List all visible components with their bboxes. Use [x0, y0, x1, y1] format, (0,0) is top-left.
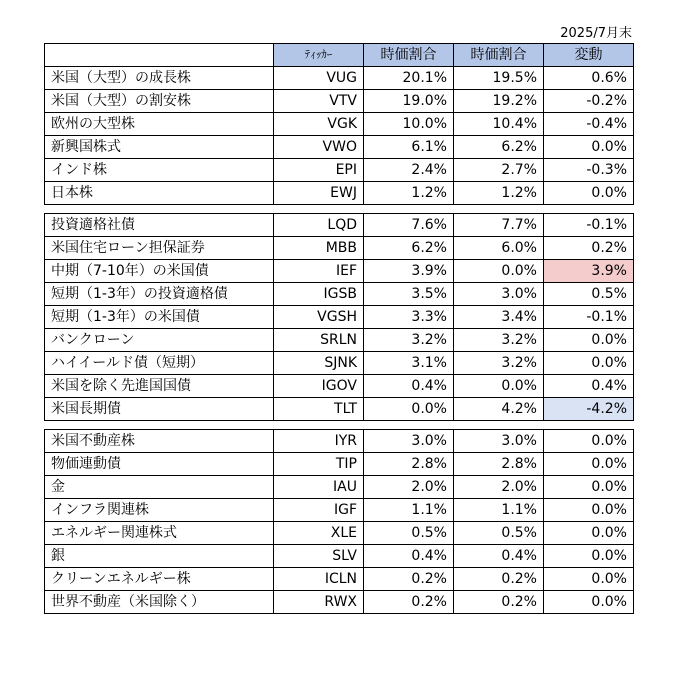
- weight-a-cell: 0.5%: [364, 522, 454, 545]
- asset-name-cell: 短期（1-3年）の米国債: [45, 306, 274, 329]
- ticker-cell: VGK: [274, 113, 364, 136]
- group-spacer: [45, 421, 634, 430]
- change-cell: 0.0%: [544, 522, 634, 545]
- weight-a-cell: 3.0%: [364, 430, 454, 453]
- weight-b-cell: 0.4%: [454, 545, 544, 568]
- asset-name-cell: ハイイールド債（短期）: [45, 352, 274, 375]
- table-row: [45, 182, 634, 205]
- weight-b-cell: 3.0%: [454, 430, 544, 453]
- weight-a-cell: 0.4%: [364, 545, 454, 568]
- table-row: [45, 522, 634, 545]
- weight-b-cell: 3.4%: [454, 306, 544, 329]
- header-change: 変動: [544, 44, 634, 67]
- allocation-table: [44, 43, 634, 614]
- weight-a-cell: 2.4%: [364, 159, 454, 182]
- weight-a-cell: 3.1%: [364, 352, 454, 375]
- table-row: [45, 90, 634, 113]
- weight-b-cell: 1.2%: [454, 182, 544, 205]
- header-row: [45, 44, 634, 67]
- table-row: [45, 499, 634, 522]
- table-row: [45, 214, 634, 237]
- asset-name-cell: 米国長期債: [45, 398, 274, 421]
- weight-a-cell: 7.6%: [364, 214, 454, 237]
- asset-name-cell: インフラ関連株: [45, 499, 274, 522]
- weight-a-cell: 2.8%: [364, 453, 454, 476]
- table-body: [45, 67, 634, 614]
- weight-a-cell: 6.2%: [364, 237, 454, 260]
- weight-b-cell: 6.0%: [454, 237, 544, 260]
- asset-name-cell: 物価連動債: [45, 453, 274, 476]
- weight-a-cell: 0.2%: [364, 568, 454, 591]
- ticker-cell: VUG: [274, 67, 364, 90]
- asset-name-cell: クリーンエネルギー株: [45, 568, 274, 591]
- asset-name-cell: 米国住宅ローン担保証券: [45, 237, 274, 260]
- report-date: 2025/7月末: [560, 26, 632, 41]
- weight-b-cell: 7.7%: [454, 214, 544, 237]
- table-row: [45, 159, 634, 182]
- asset-name-cell: 米国（大型）の割安株: [45, 90, 274, 113]
- asset-name-cell: 米国を除く先進国国債: [45, 375, 274, 398]
- ticker-cell: IGOV: [274, 375, 364, 398]
- table-row: [45, 306, 634, 329]
- weight-b-cell: 19.2%: [454, 90, 544, 113]
- asset-name-cell: 中期（7-10年）の米国債: [45, 260, 274, 283]
- asset-name-cell: 銀: [45, 545, 274, 568]
- weight-a-cell: 19.0%: [364, 90, 454, 113]
- weight-a-cell: 10.0%: [364, 113, 454, 136]
- weight-a-cell: 0.2%: [364, 591, 454, 614]
- change-cell: 0.0%: [544, 453, 634, 476]
- group-spacer: [45, 205, 634, 214]
- change-cell: 0.4%: [544, 375, 634, 398]
- weight-a-cell: 20.1%: [364, 67, 454, 90]
- table-row: [45, 283, 634, 306]
- change-cell: -0.4%: [544, 113, 634, 136]
- ticker-cell: IYR: [274, 430, 364, 453]
- change-cell: 0.0%: [544, 430, 634, 453]
- asset-name-cell: 金: [45, 476, 274, 499]
- table-row: [45, 476, 634, 499]
- weight-b-cell: 0.2%: [454, 591, 544, 614]
- table-row: [45, 260, 634, 283]
- ticker-cell: SRLN: [274, 329, 364, 352]
- asset-name-cell: 米国（大型）の成長株: [45, 67, 274, 90]
- asset-name-cell: 短期（1-3年）の投資適格債: [45, 283, 274, 306]
- change-cell: 0.2%: [544, 237, 634, 260]
- weight-a-cell: 3.3%: [364, 306, 454, 329]
- weight-a-cell: 3.9%: [364, 260, 454, 283]
- change-cell: -0.3%: [544, 159, 634, 182]
- ticker-cell: ICLN: [274, 568, 364, 591]
- ticker-cell: EWJ: [274, 182, 364, 205]
- table-row: [45, 113, 634, 136]
- asset-name-cell: 世界不動産（米国除く）: [45, 591, 274, 614]
- weight-a-cell: 0.0%: [364, 398, 454, 421]
- change-cell: 0.0%: [544, 136, 634, 159]
- weight-b-cell: 10.4%: [454, 113, 544, 136]
- table-row: [45, 237, 634, 260]
- ticker-cell: VTV: [274, 90, 364, 113]
- table-row: [45, 136, 634, 159]
- change-cell: -0.1%: [544, 306, 634, 329]
- group-spacer-cell: [45, 205, 634, 214]
- ticker-cell: MBB: [274, 237, 364, 260]
- table-row: [45, 352, 634, 375]
- change-cell: 0.0%: [544, 182, 634, 205]
- weight-b-cell: 0.0%: [454, 260, 544, 283]
- group-spacer-cell: [45, 421, 634, 430]
- ticker-cell: IGF: [274, 499, 364, 522]
- asset-name-cell: 投資適格社債: [45, 214, 274, 237]
- weight-a-cell: 3.2%: [364, 329, 454, 352]
- weight-b-cell: 3.2%: [454, 329, 544, 352]
- table-row: [45, 545, 634, 568]
- ticker-cell: RWX: [274, 591, 364, 614]
- weight-a-cell: 2.0%: [364, 476, 454, 499]
- weight-b-cell: 4.2%: [454, 398, 544, 421]
- weight-b-cell: 1.1%: [454, 499, 544, 522]
- asset-name-cell: 新興国株式: [45, 136, 274, 159]
- change-cell: -4.2%: [544, 398, 634, 421]
- ticker-cell: XLE: [274, 522, 364, 545]
- ticker-cell: IGSB: [274, 283, 364, 306]
- weight-a-cell: 6.1%: [364, 136, 454, 159]
- header-name: [45, 44, 274, 67]
- weight-b-cell: 2.0%: [454, 476, 544, 499]
- asset-name-cell: バンクローン: [45, 329, 274, 352]
- asset-name-cell: エネルギー関連株式: [45, 522, 274, 545]
- ticker-cell: SJNK: [274, 352, 364, 375]
- weight-a-cell: 0.4%: [364, 375, 454, 398]
- weight-b-cell: 2.7%: [454, 159, 544, 182]
- asset-name-cell: インド株: [45, 159, 274, 182]
- ticker-cell: VGSH: [274, 306, 364, 329]
- weight-b-cell: 3.0%: [454, 283, 544, 306]
- table-row: [45, 591, 634, 614]
- ticker-cell: IEF: [274, 260, 364, 283]
- weight-b-cell: 0.5%: [454, 522, 544, 545]
- ticker-cell: VWO: [274, 136, 364, 159]
- weight-b-cell: 0.2%: [454, 568, 544, 591]
- table-row: [45, 329, 634, 352]
- table-row: [45, 67, 634, 90]
- change-cell: 0.0%: [544, 499, 634, 522]
- change-cell: 0.0%: [544, 591, 634, 614]
- table-row: [45, 398, 634, 421]
- asset-name-cell: 日本株: [45, 182, 274, 205]
- change-cell: 0.0%: [544, 352, 634, 375]
- change-cell: 0.0%: [544, 568, 634, 591]
- change-cell: 0.6%: [544, 67, 634, 90]
- table-row: [45, 453, 634, 476]
- ticker-cell: LQD: [274, 214, 364, 237]
- change-cell: -0.1%: [544, 214, 634, 237]
- asset-name-cell: 米国不動産株: [45, 430, 274, 453]
- header-weight-b: 時価割合: [454, 44, 544, 67]
- change-cell: 0.0%: [544, 545, 634, 568]
- change-cell: 3.9%: [544, 260, 634, 283]
- table-row: [45, 568, 634, 591]
- ticker-cell: TIP: [274, 453, 364, 476]
- weight-b-cell: 3.2%: [454, 352, 544, 375]
- table-row: [45, 375, 634, 398]
- ticker-cell: SLV: [274, 545, 364, 568]
- table-row: [45, 430, 634, 453]
- change-cell: 0.5%: [544, 283, 634, 306]
- weight-a-cell: 1.1%: [364, 499, 454, 522]
- weight-b-cell: 6.2%: [454, 136, 544, 159]
- header-ticker: ﾃｨｯｶｰ: [274, 44, 364, 67]
- weight-b-cell: 0.0%: [454, 375, 544, 398]
- change-cell: 0.0%: [544, 329, 634, 352]
- ticker-cell: IAU: [274, 476, 364, 499]
- header-weight-a: 時価割合: [364, 44, 454, 67]
- ticker-cell: TLT: [274, 398, 364, 421]
- change-cell: -0.2%: [544, 90, 634, 113]
- weight-a-cell: 1.2%: [364, 182, 454, 205]
- ticker-cell: EPI: [274, 159, 364, 182]
- weight-b-cell: 2.8%: [454, 453, 544, 476]
- weight-a-cell: 3.5%: [364, 283, 454, 306]
- weight-b-cell: 19.5%: [454, 67, 544, 90]
- asset-name-cell: 欧州の大型株: [45, 113, 274, 136]
- change-cell: 0.0%: [544, 476, 634, 499]
